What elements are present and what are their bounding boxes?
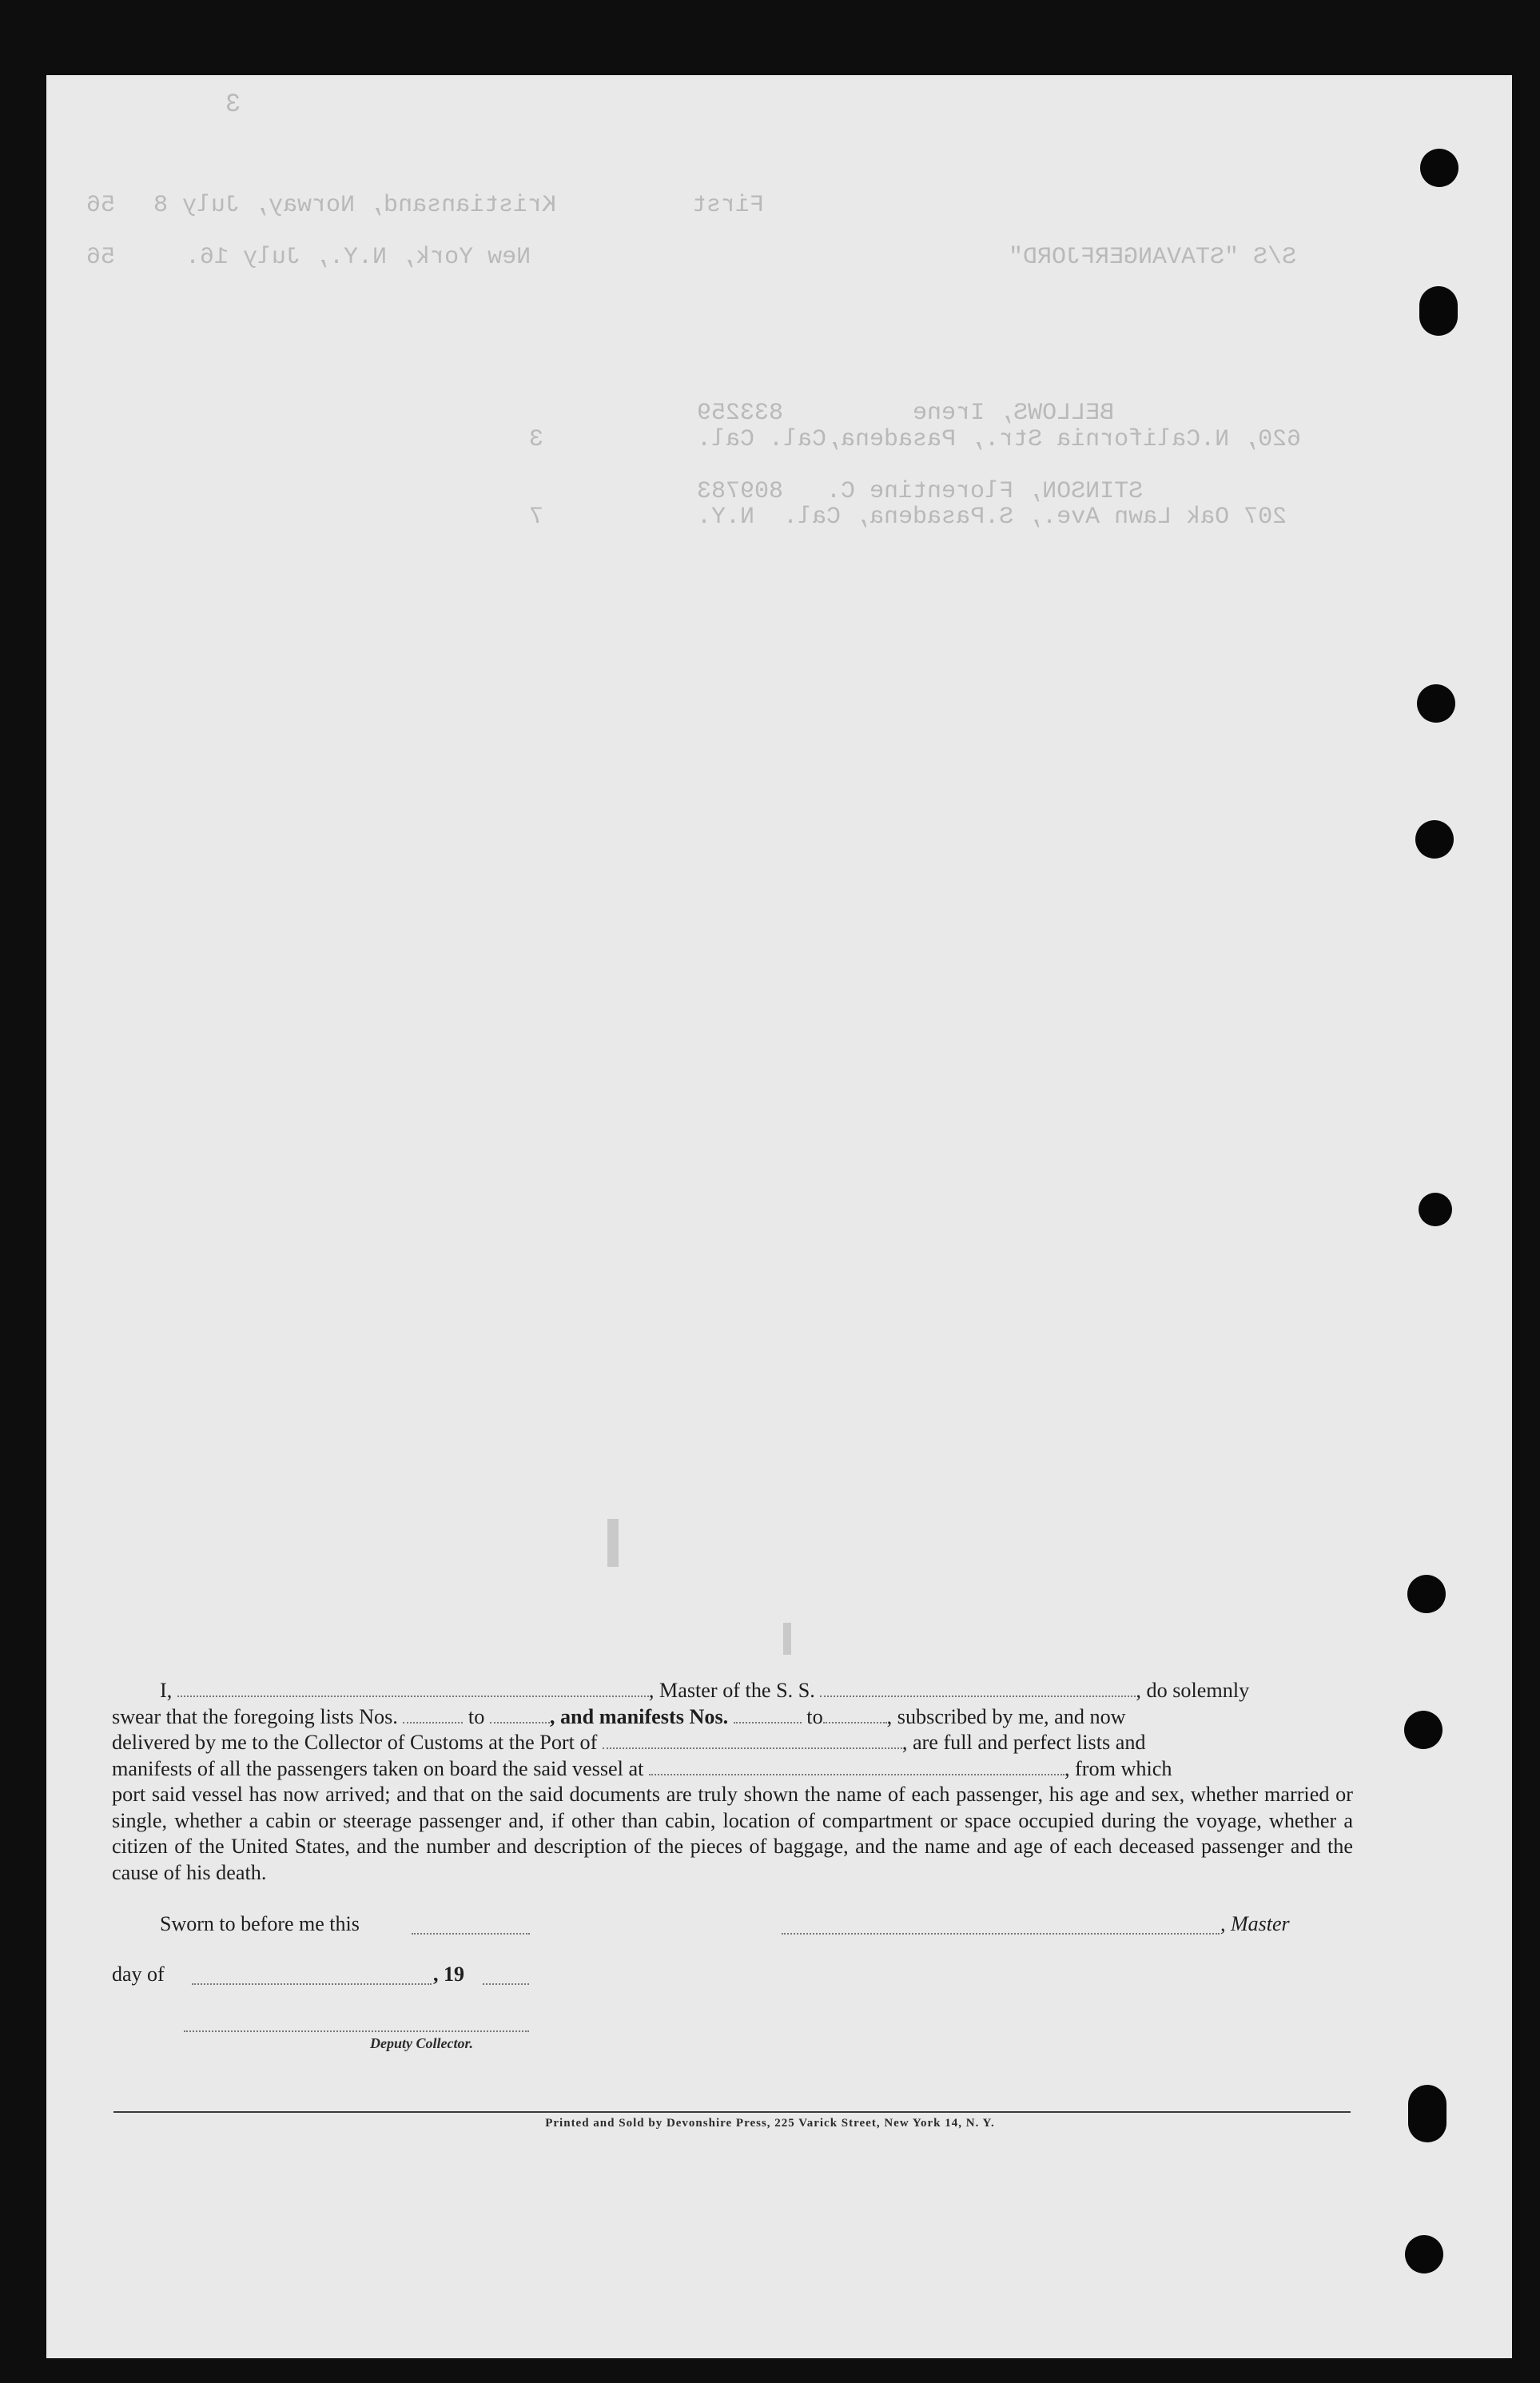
binder-hole	[1404, 1711, 1443, 1749]
lists-to-field[interactable]	[490, 1706, 550, 1723]
binder-hole	[1405, 2235, 1443, 2273]
bleed-row1-right: First	[692, 192, 765, 219]
footer-rule	[113, 2111, 1351, 2113]
master-signature-field[interactable]	[782, 1933, 1220, 1935]
binder-hole	[1408, 2085, 1446, 2142]
bleed-entry2-line1: STINSON, Florentine C. 809783	[697, 478, 1144, 505]
deputy-signature-field[interactable]	[184, 2030, 529, 2032]
master-oath	[112, 1678, 1353, 1886]
speck	[607, 1519, 619, 1567]
oath-remaining: port said vessel has now arrived; and that on the said documents are truly shown the name of each passenger, his age and sex, whether married or single, whether a cabin or steerage passenger and, if other than cabin, location of compartment or space occupied during the voyage, whether a citizen of the United States, and the number and description of the pieces of baggage, and the name and age of each deceased passenger and the cause of his death.	[112, 1783, 1353, 1884]
day-of-field[interactable]	[192, 1983, 432, 1985]
oath-full-perfect: , are full and perfect lists and	[901, 1731, 1146, 1754]
bleed-entry2-line2: 207 Oak Lawn Ave., S.Pasadena, Cal. N.Y.	[697, 504, 1287, 531]
manifests-from-field[interactable]	[734, 1706, 802, 1723]
binder-hole	[1420, 149, 1458, 187]
lists-from-field[interactable]	[403, 1706, 463, 1723]
bleed-row2-mid: New York, N.Y., July 16.	[185, 244, 531, 271]
year-field[interactable]	[483, 1983, 529, 1985]
sworn-label: Sworn to before me this	[160, 1912, 360, 1935]
bleed-entry1-line1: BELLOWS, Irene 833259	[697, 400, 1115, 427]
oath-to-2: to	[806, 1704, 823, 1728]
printer-imprint: Printed and Sold by Devonshire Press, 225 Varick Street, New York 14, N. Y.	[545, 2117, 995, 2130]
oath-to-1: to	[468, 1704, 485, 1728]
bleed-entry2-no: 7	[529, 504, 544, 531]
oath-swear-lists: swear that the foregoing lists Nos.	[112, 1704, 398, 1728]
oath-port-of: delivered by me to the Collector of Customs at the Port of	[112, 1731, 598, 1754]
binder-hole	[1407, 1575, 1446, 1613]
binder-hole	[1417, 684, 1455, 723]
oath-subscribed: , subscribed by me, and now	[886, 1704, 1126, 1728]
speck	[783, 1623, 791, 1655]
oath-i: I,	[160, 1679, 173, 1702]
oath-vessel-at: manifests of all the passengers taken on board the said vessel at	[112, 1756, 644, 1780]
manifests-to-field[interactable]	[823, 1706, 887, 1723]
binder-hole	[1415, 820, 1454, 859]
day-of-label: day of	[112, 1963, 165, 1986]
oath-master-of-ss: , Master of the S. S.	[648, 1679, 815, 1702]
bleed-entry1-no: 3	[529, 426, 544, 453]
port-field[interactable]	[603, 1731, 902, 1749]
bleed-entry1-line2: 620, N.California Str., Pasadena,Cal. Cal.	[697, 426, 1302, 453]
binder-hole	[1419, 1193, 1452, 1226]
ship-name-field[interactable]	[820, 1680, 1136, 1697]
departure-port-field[interactable]	[649, 1758, 1064, 1775]
bleed-page-mark: 3	[225, 90, 241, 119]
binder-hole	[1419, 286, 1458, 336]
bleed-row1-left: 56	[86, 192, 116, 219]
bleed-row2-left: 56	[86, 244, 116, 271]
deputy-collector-label: Deputy Collector.	[370, 2035, 473, 2051]
sworn-date-field[interactable]	[412, 1933, 530, 1935]
bleed-row1-mid: Kristiansand, Norway, July 8	[153, 192, 557, 219]
oath-manifests: , and manifests Nos.	[549, 1704, 729, 1728]
oath-from-which: , from which	[1064, 1756, 1172, 1780]
bleed-row2-right: S/S "STAVANGERFJORD"	[1009, 244, 1297, 271]
year-label: , 19	[433, 1963, 464, 1986]
oath-do-solemnly: , do solemnly	[1136, 1679, 1250, 1702]
master-name-field[interactable]	[177, 1680, 649, 1697]
master-label: , Master	[1220, 1912, 1290, 1935]
